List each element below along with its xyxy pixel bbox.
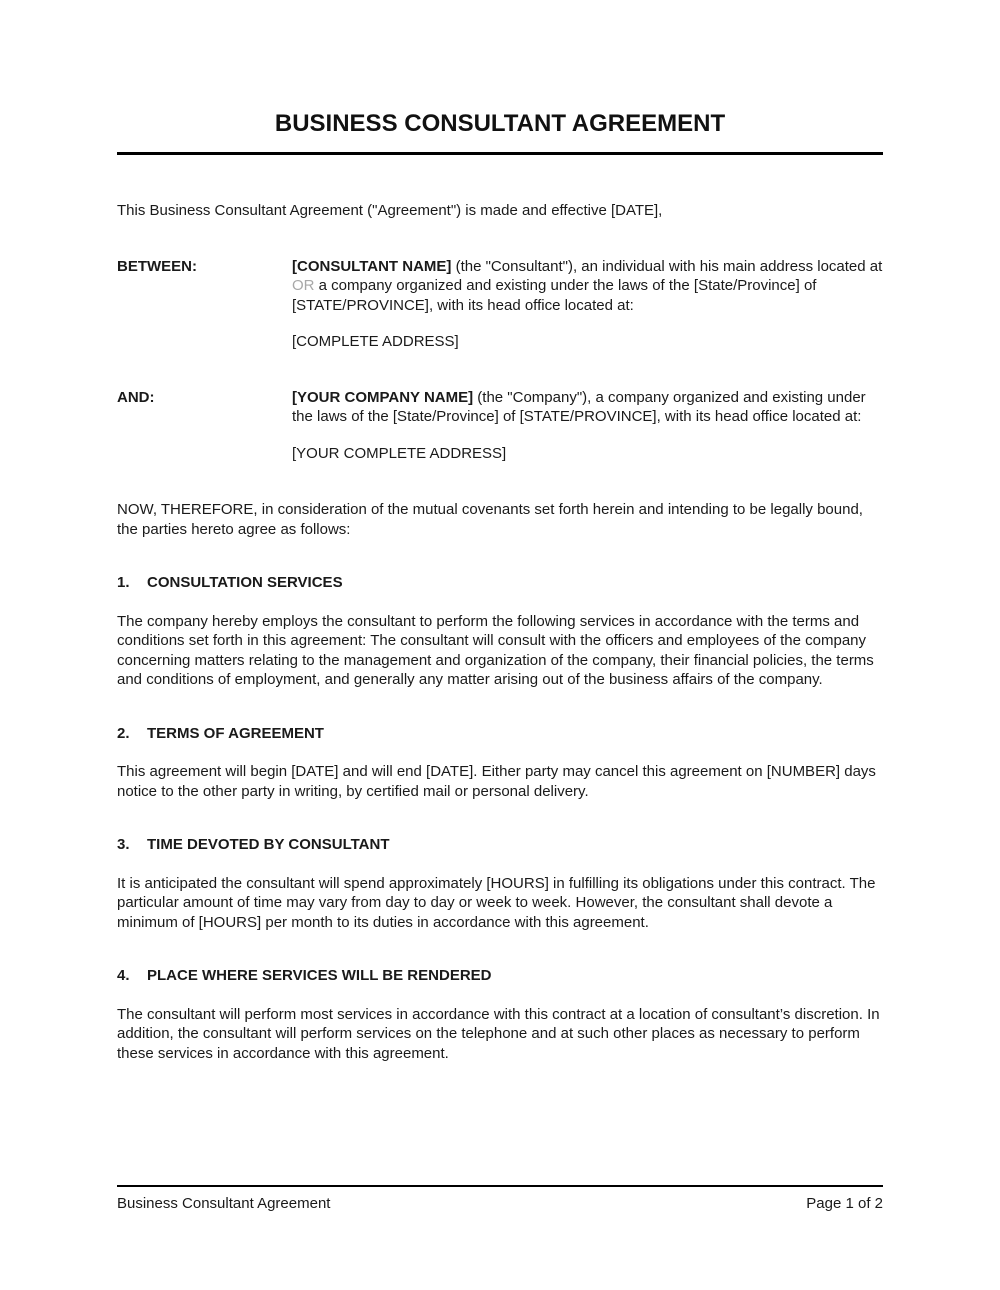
- party-content: [292, 257, 883, 352]
- section-title: CONSULTATION SERVICES: [147, 574, 343, 591]
- party-label: AND:: [117, 388, 155, 406]
- section-heading: [117, 966, 883, 986]
- party-content: [292, 388, 883, 464]
- party-address: [YOUR COMPLETE ADDRESS]: [292, 444, 507, 462]
- party-description: [292, 388, 883, 427]
- page-footer: [117, 1185, 883, 1214]
- section-title: TERMS OF AGREEMENT: [147, 724, 324, 742]
- section-heading: [117, 724, 883, 744]
- party-description: [292, 257, 883, 316]
- section-body: The consultant will perform most services in accordance with this contract at a location of consultant’s discretion. In addition, the consultant will perform services on the telephone and at such other places as necessary to perform these services in accordance with this agreement.: [117, 1005, 880, 1062]
- therefore-paragraph: NOW, THEREFORE, in consideration of the mutual covenants set forth herein and intending to be legally bound, the parties hereto agree as follows:: [117, 501, 863, 538]
- party-text-before-or: (the "Consultant"), an individual with his main address located at: [451, 257, 883, 275]
- footer-page-number: Page 1 of 2: [806, 1195, 883, 1212]
- section-body: It is anticipated the consultant will spend approximately [HOURS] in fulfilling its obligations under this contract. The particular amount of time may vary from day to day or week to week. However, the consultant shall devote a minimum of [HOURS] per month to its duties in accordance with this agreement.: [117, 874, 876, 931]
- or-word: OR: [292, 277, 315, 294]
- section-number: 2.: [117, 724, 130, 742]
- section-heading: [117, 835, 883, 855]
- section-heading: [117, 573, 883, 593]
- section-title: PLACE WHERE SERVICES WILL BE RENDERED: [147, 967, 492, 984]
- section-body: The company hereby employs the consultant to perform the following services in accordance with the terms and conditions set forth in this agreement: The consultant will consult with the officers and employees of the company concerning matters relating to the management and organization of the company, their financial policies, the terms and conditions of employment, and generally any matter arising out of the business affairs of the company.: [117, 612, 874, 688]
- party-block-between: [117, 257, 883, 352]
- company-name-placeholder: [YOUR COMPANY NAME]: [292, 388, 474, 406]
- party-address: [COMPLETE ADDRESS]: [292, 333, 459, 350]
- footer-document-title: Business Consultant Agreement: [117, 1195, 331, 1212]
- section-number: 4.: [117, 967, 130, 984]
- page-title: BUSINESS CONSULTANT AGREEMENT: [274, 110, 726, 137]
- title-divider: [117, 152, 883, 155]
- section-title: TIME DEVOTED BY CONSULTANT: [147, 836, 390, 853]
- section-number: 1.: [117, 574, 130, 591]
- footer-divider: [117, 1185, 883, 1187]
- party-text-after-or: a company organized and existing under the laws of the [State/Province] of [STATE/PROVINCE], with its head office located at:: [292, 277, 817, 314]
- party-label: BETWEEN:: [117, 257, 197, 275]
- footer-row: [117, 1194, 883, 1214]
- section-terms-of-agreement: [117, 724, 883, 802]
- section-body: This agreement will begin [DATE] and will end [DATE]. Either party may cancel this agreement on [NUMBER] days notice to the other party in writing, by certified mail or personal delivery.: [117, 763, 876, 800]
- section-number: 3.: [117, 836, 130, 853]
- party-block-and: [117, 388, 883, 464]
- party-text: (the "Company"), a company organized and existing under the laws of the [State/Province] of [STATE/PROVINCE], with its head office located at:: [292, 388, 866, 425]
- intro-paragraph: This Business Consultant Agreement ("Agreement") is made and effective [DATE],: [117, 202, 663, 219]
- consultant-name-placeholder: [CONSULTANT NAME]: [292, 257, 452, 275]
- section-time-devoted: [117, 835, 883, 932]
- section-place-of-services: [117, 966, 883, 1063]
- section-consultation-services: [117, 573, 883, 690]
